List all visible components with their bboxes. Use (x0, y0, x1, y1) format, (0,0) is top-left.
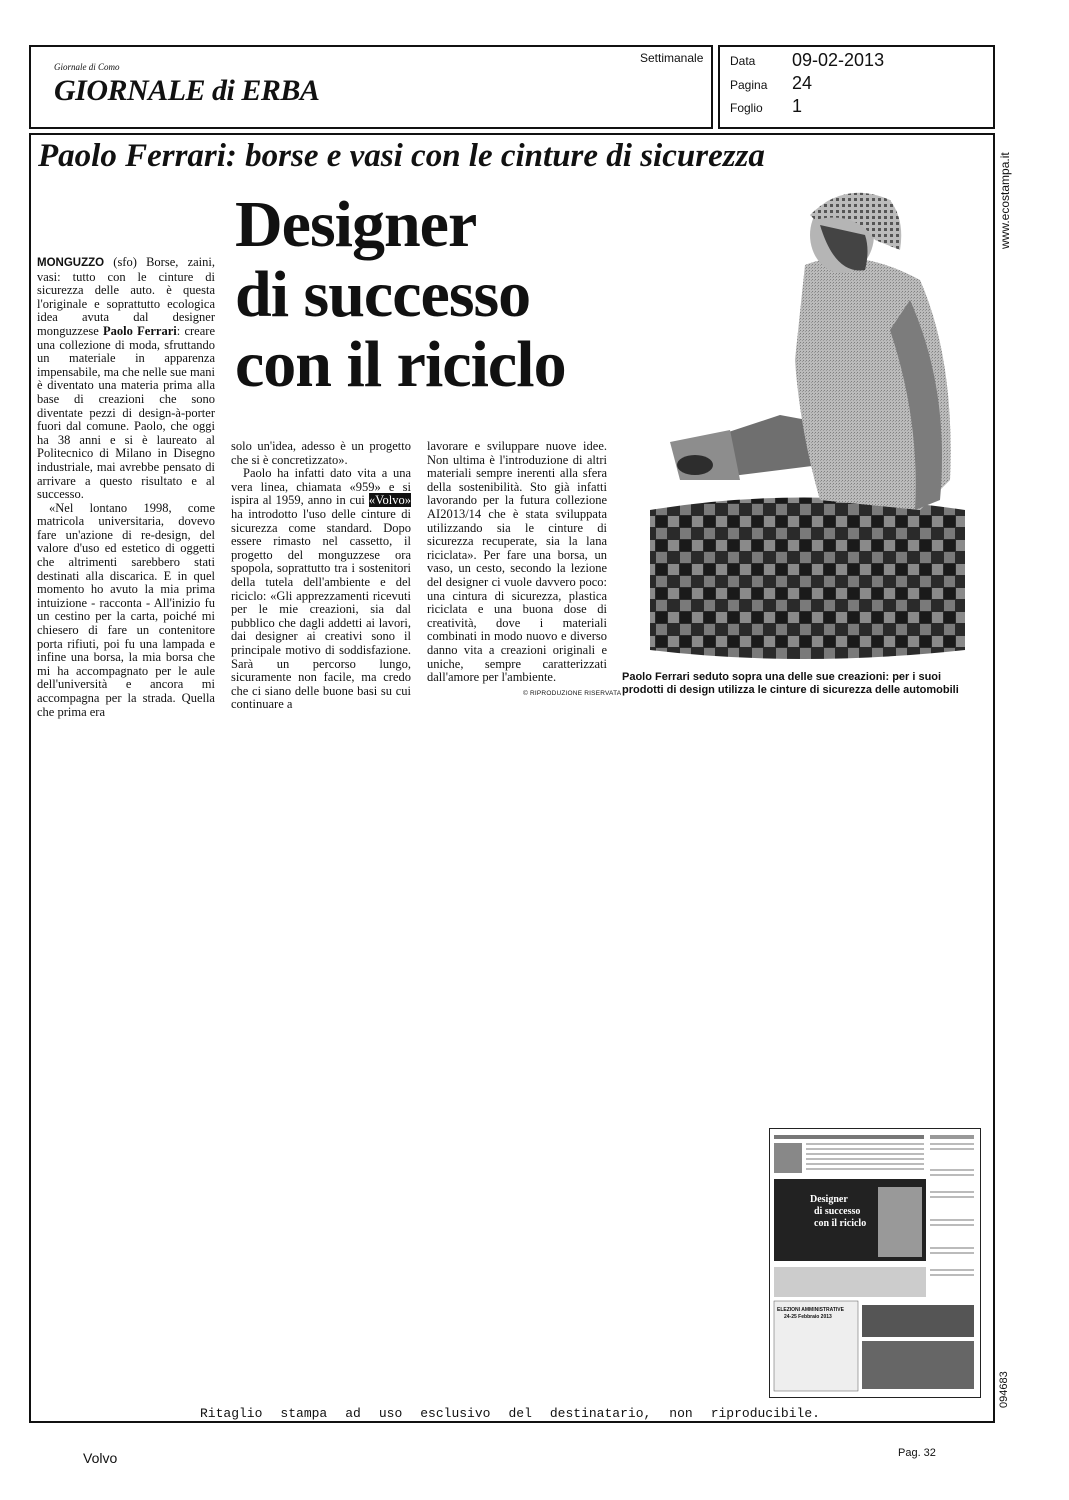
page-thumbnail (769, 1128, 981, 1398)
sheet-value: 1 (792, 96, 803, 116)
article-kicker: Paolo Ferrari: borse e vasi con le cinture di sicurezza (38, 138, 765, 174)
paragraph-5: lavorare e sviluppare nuove idee. Non ultima è l'introduzione di altri materiali sempre inerenti alla sfera della sostenibilità. Sto già infatti lavorando per la futura collezione AI2013/14 che è stata sviluppata utilizzando sia le cinture di sicurezza recuperate, sia la lana riciclata». Per fare una borsa, un vaso, un cesto, secondo la lezione del designer ci vuole davvero poco: una cintura di sicurezza, plastica riciclata e una buona dose di creatività, dove i materiali combinati in modo nuovo e diverso danno vita a creazioni originali e uniche, sempre caratterizzati dall'amore per l'ambiente. (427, 439, 607, 685)
masthead-logo: GIORNALE di ERBA (54, 74, 320, 107)
sheet-label: Foglio (730, 101, 763, 115)
page-value: 24 (792, 73, 813, 93)
disclaimer: Ritaglio stampa ad uso esclusivo del destinatario, non riproducibile. (200, 1406, 820, 1421)
paragraph-3: solo un'idea, adesso è un progetto che si è concretizzato». (231, 439, 411, 467)
article-headline (235, 190, 655, 400)
thumb-headline-1: Designer (810, 1194, 848, 1205)
headline-line-2: di successo (235, 258, 531, 331)
thumb-elections-2: 24-25 Febbraio 2013 (784, 1314, 832, 1320)
article-column-2 (231, 440, 411, 712)
paragraph-1a: (sfo) Borse, zaini, vasi: tutto con le cinture di sicurezza delle auto. è questa l'originale e soprattutto ecologica idea avuta dal designer monguzzese (37, 255, 215, 338)
dateline: MONGUZZO (37, 257, 105, 269)
source-site: www.ecostampa.it (998, 152, 1012, 249)
article-column-1 (37, 256, 215, 719)
date-label: Data (730, 54, 756, 68)
thumb-headline-3: con il riciclo (814, 1218, 867, 1229)
designer-photo (620, 180, 980, 668)
clipping-code: 094683 (998, 1371, 1010, 1408)
woven-ottoman (650, 498, 965, 660)
page-label: Pagina (730, 78, 768, 92)
headline-line-1: Designer (235, 188, 477, 261)
paragraph-4a: Paolo ha infatti dato vita a una vera linea, chiamata «959» e si ispira al 1959, anno in cui (231, 466, 411, 508)
footer-keyword: Volvo (83, 1450, 118, 1466)
article-column-3 (427, 440, 607, 685)
headline-line-3: con il riciclo (235, 328, 566, 401)
thumb-headline-2: di successo (814, 1206, 861, 1217)
copyright-note: © RIPRODUZIONE RISERVATA (523, 690, 622, 697)
paragraph-1b: : creare una collezione di moda, sfruttando un materiale in apparenza impensabile, ma che nelle sue mani è diventato una materia prima alla base di creazioni che sono diventate pezzi di design-à-porter fuori dal comune. Paolo, che oggi ha 38 anni e si è laureato al Politecnico di Milano in Disegno industriale, mai avrebbe pensato di arrivare a questo risultato e al successo. (37, 323, 215, 502)
periodicity-divider (711, 47, 713, 127)
masthead-subtitle: Giornale di Como (54, 62, 120, 72)
periodicity-label: Settimanale (640, 51, 704, 65)
thumb-elections-1: ELEZIONI AMMINISTRATIVE (777, 1307, 844, 1313)
date-value: 09-02-2013 (792, 50, 885, 70)
photo-caption: Paolo Ferrari seduto sopra una delle sue creazioni: per i suoi prodotti di design utilizza le cinture di sicurezza delle automobili (622, 671, 959, 696)
paragraph-2: «Nel lontano 1998, come matricola universitaria, dovevo fare un'azione di re-design, del valore d'uso ed estetico di oggetti che altrimenti sarebbero stati destinati alla discarica. E in quel momento ho avuto la mia prima intuizione - racconta - All'inizio fu un cestino per la carta, poiché mi chiesero di fare un contenitore porta rifiuti, poi fu una lampada e infine una borsa, la mia borsa che mi ha accompagnato per le aule dell'università e ancora mi accompagna per la strada. Quella che prima era (37, 500, 215, 719)
footer-page: Pag. 32 (898, 1447, 936, 1459)
person-name: Paolo Ferrari (103, 323, 177, 338)
brand-highlight: «Volvo» (368, 493, 411, 508)
paragraph-4b: ha introdotto l'uso delle cinture di sicurezza come standard. Dopo essere rimasto nel cassetto, il progetto del monguzzese ora spopola, soprattutto tra i sostenitori della tutela dell'ambiente e del riciclo: «Gli apprezzamenti ricevuti per le mie creazioni, sia dal pubblico che dagli addetti ai lavori, dai designer ai creativi sono il principale motivo di soddisfazione. Sarà un percorso lungo, sicuramente non facile, ma credo che ci siano delle buone basi su cui continuare a (231, 506, 411, 712)
